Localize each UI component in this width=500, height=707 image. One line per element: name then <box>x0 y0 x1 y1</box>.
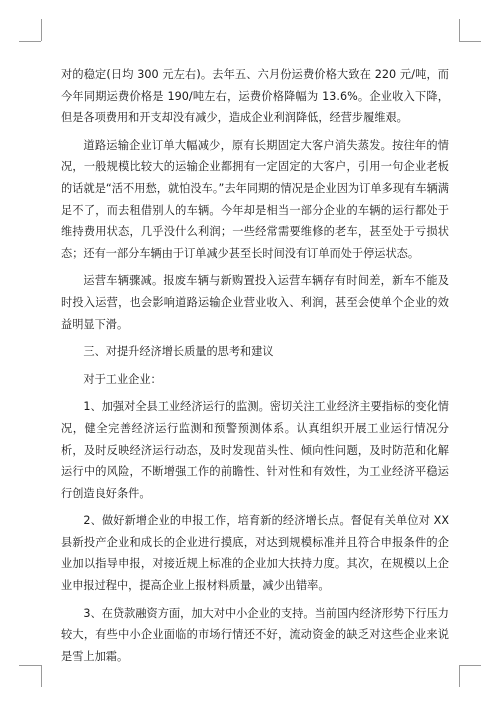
paragraph-continued-freight: 对的稳定(日均 300 元左右)。去年五、六月份运费价格大致在 220 元/吨，而今年同期运费价格是 190/吨左右，运费价格降幅为 13.6%。企业收入下降，但是各项费用和开支却没有减少，造成企业利润降低，经营步履维艰。 <box>61 68 449 125</box>
crop-mark-bottom-left-horizontal <box>19 665 41 666</box>
paragraph-suggestion-1: 1、加强对全县工业经济运行的监测。密切关注工业经济主要指标的变化情况，健全完善经济运行监测和预警预测体系。认真组织开展工业运行情况分析，及时反映经济运行动态，及时发现苗头性、倾向性问题，及时防范和化解运行中的风险，不断增强工作的前瞻性、针对性和有效性，为工业经济平稳运行创造良好条件。 <box>61 400 449 500</box>
section-heading-suggestions: 三、对提升经济增长质量的思考和建议 <box>83 345 274 359</box>
crop-mark-bottom-right-vertical <box>459 665 460 687</box>
crop-mark-bottom-left-vertical <box>41 665 42 687</box>
crop-mark-top-right-horizontal <box>459 41 481 42</box>
crop-mark-top-left-vertical <box>41 19 42 41</box>
paragraph-suggestion-3: 3、在贷款融资方面，加大对中小企业的支持。当前国内经济形势下行压力较大，有些中小企业面临的市场行情还不好，流动资金的缺乏对这些企业来说是雪上加霜。 <box>61 606 449 663</box>
crop-mark-top-left-horizontal <box>19 41 41 42</box>
paragraph-suggestion-2: 2、做好新增企业的申报工作，培育新的经济增长点。督促有关单位对 XX 县新投产企业和成长的企业进行摸底，对达到规模标准并且符合申报条件的企业加以指导申报，对接近规上标准的企业加大扶持力度。其次，在规模以上企业申报过程中，提高企业上报材料质量，减少出错率。 <box>61 514 449 593</box>
paragraph-orders-decline: 道路运输企业订单大幅减少，原有长期固定大客户消失蒸发。按往年的情况，一般规模比较大的运输企业都拥有一定固定的大客户，引用一句企业老板的话就是“活不用愁，就怕没车。”去年同期的情况是企业因为订单多现有车辆满足不了，而去租借别人的车辆。今年却是相当一部分企业的车辆的运行都处于维持费用状态，几乎没什么利润；一些经常需要维修的老车，甚至处于亏损状态；还有一部分车辆由于订单减少甚至长时间没有订单而处于停运状态。 <box>61 138 449 260</box>
paragraph-vehicles-reduce: 运营车辆骤减。报废车辆与新购置投入运营车辆存有时间差，新车不能及时投入运营，也会影响道路运输企业营业收入、利润，甚至会使单个企业的效益明显下滑。 <box>61 274 449 331</box>
paragraph-industrial-intro: 对于工业企业： <box>83 372 162 386</box>
document-body <box>61 64 449 673</box>
crop-mark-bottom-right-horizontal <box>459 665 481 666</box>
crop-mark-top-right-vertical <box>459 19 460 41</box>
